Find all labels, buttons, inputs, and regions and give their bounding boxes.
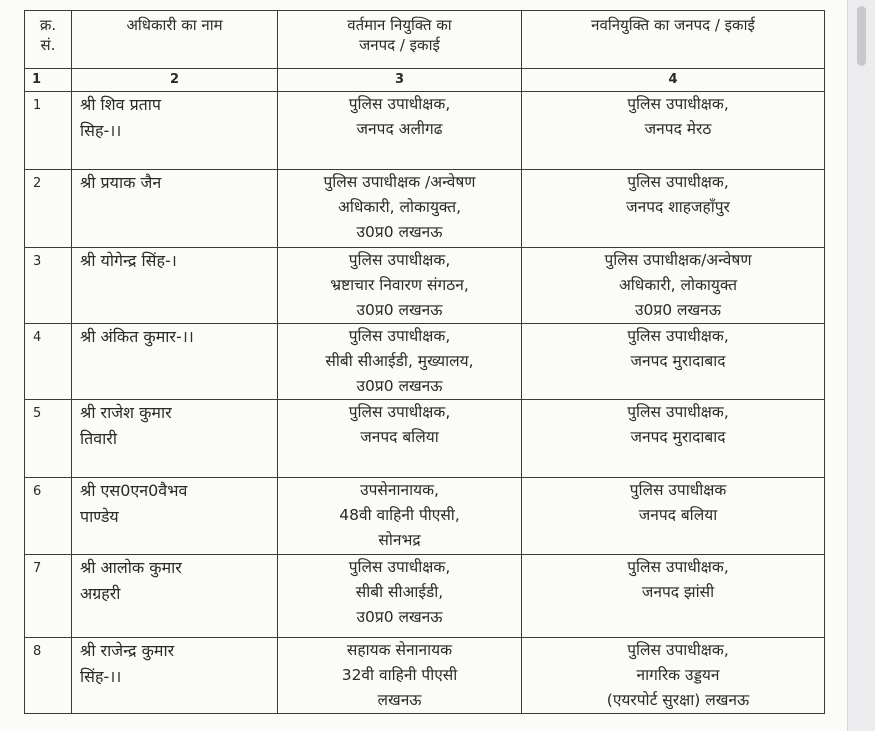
current-posting-line: उ0प्र0 लखनऊ xyxy=(356,223,443,241)
current-posting-cell xyxy=(278,638,522,714)
officer-name-line: श्री अंकित कुमार-।। xyxy=(80,327,194,346)
scrollbar-thumb[interactable] xyxy=(857,6,866,66)
serial-number: 3 xyxy=(25,248,72,324)
serial-number: 7 xyxy=(25,555,72,638)
officer-name-line: श्री प्रयाक जैन xyxy=(80,173,162,192)
new-posting-line: पुलिस उपाधीक्षक, xyxy=(627,641,729,659)
serial-number: 6 xyxy=(25,478,72,555)
new-posting-line: जनपद झांसी xyxy=(641,583,715,601)
table-row xyxy=(25,638,825,714)
new-posting-line: जनपद मुरादाबाद xyxy=(630,352,726,370)
table-row xyxy=(25,248,825,324)
new-posting-cell xyxy=(522,324,825,400)
officer-name-cell xyxy=(72,170,278,248)
header-new-posting: नवनियुक्ति का जनपद / इकाई xyxy=(522,11,825,69)
new-posting-line: पुलिस उपाधीक्षक, xyxy=(627,95,729,113)
officer-name-line: श्री एस0एन0वैभव xyxy=(80,481,188,500)
column-number: 1 xyxy=(25,69,72,92)
current-posting-line: उ0प्र0 लखनऊ xyxy=(356,301,443,319)
new-posting-line: पुलिस उपाधीक्षक xyxy=(629,481,727,499)
header-serial-number: क्र. सं. xyxy=(25,11,72,69)
serial-number: 5 xyxy=(25,400,72,478)
officer-name-line: श्री राजेश कुमार xyxy=(80,403,172,422)
officer-name-line: तिवारी xyxy=(80,429,117,448)
new-posting-line: पुलिस उपाधीक्षक, xyxy=(627,327,729,345)
current-posting-line: भ्रष्टाचार निवारण संगठन, xyxy=(330,276,469,294)
current-posting-line: जनपद अलीगढ xyxy=(356,120,443,138)
officer-name-cell xyxy=(72,555,278,638)
new-posting-cell xyxy=(522,400,825,478)
new-posting-line: जनपद मेरठ xyxy=(644,120,712,138)
table-row xyxy=(25,555,825,638)
serial-number: 8 xyxy=(25,638,72,714)
current-posting-line: पुलिस उपाधीक्षक, xyxy=(348,403,451,421)
new-posting-line: अधिकारी, लोकायुक्त xyxy=(618,276,738,294)
officer-name-cell xyxy=(72,638,278,714)
new-posting-line: पुलिस उपाधीक्षक, xyxy=(627,558,729,576)
officer-name-line: श्री आलोक कुमार xyxy=(80,558,182,577)
current-posting-line: सहायक सेनानायक xyxy=(346,641,453,659)
officer-name-line: सिंह-।। xyxy=(80,667,122,686)
officer-name-line: श्री शिव प्रताप xyxy=(80,95,162,114)
officer-name-line: पाण्डेय xyxy=(80,507,119,526)
new-posting-line: जनपद शाहजहाँपुर xyxy=(626,198,730,216)
current-posting-cell xyxy=(278,400,522,478)
table-row xyxy=(25,170,825,248)
new-posting-line: पुलिस उपाधीक्षक, xyxy=(627,403,729,421)
table-row xyxy=(25,478,825,555)
column-number: 3 xyxy=(278,69,522,92)
new-posting-line: नागरिक उड्डयन xyxy=(636,666,720,684)
new-posting-line: पुलिस उपाधीक्षक/अन्वेषण xyxy=(604,251,752,269)
table-row xyxy=(25,324,825,400)
table-row xyxy=(25,400,825,478)
current-posting-line: 32वी वाहिनी पीएसी xyxy=(341,666,458,684)
new-posting-cell xyxy=(522,92,825,170)
new-posting-cell xyxy=(522,478,825,555)
current-posting-line: उ0प्र0 लखनऊ xyxy=(356,608,443,626)
vertical-scrollbar[interactable] xyxy=(847,0,875,731)
current-posting-line: जनपद बलिया xyxy=(360,428,439,446)
officer-name-line: श्री योगेन्द्र सिंह-। xyxy=(80,251,177,270)
new-posting-line: उ0प्र0 लखनऊ xyxy=(635,301,721,319)
new-posting-line: जनपद मुरादाबाद xyxy=(630,428,726,446)
column-number: 4 xyxy=(522,69,825,92)
current-posting-line: पुलिस उपाधीक्षक, xyxy=(348,95,451,113)
current-posting-cell xyxy=(278,324,522,400)
current-posting-line: लखनऊ xyxy=(377,691,422,709)
officer-name-cell xyxy=(72,400,278,478)
new-posting-line: पुलिस उपाधीक्षक, xyxy=(627,173,729,191)
column-number-row xyxy=(25,69,825,92)
current-posting-line: पुलिस उपाधीक्षक, xyxy=(348,251,451,269)
current-posting-line: उपसेनानायक, xyxy=(360,481,439,499)
new-posting-cell xyxy=(522,248,825,324)
serial-number: 4 xyxy=(25,324,72,400)
current-posting-line: सोनभद्र xyxy=(378,531,421,549)
transfer-table xyxy=(24,10,825,714)
officer-name-cell xyxy=(72,248,278,324)
column-number: 2 xyxy=(72,69,278,92)
current-posting-cell xyxy=(278,555,522,638)
officer-name-cell xyxy=(72,478,278,555)
officer-name-line: सिह-।। xyxy=(80,121,122,140)
header-officer-name: अधिकारी का नाम xyxy=(72,11,278,69)
serial-number: 1 xyxy=(25,92,72,170)
current-posting-cell xyxy=(278,478,522,555)
new-posting-cell xyxy=(522,638,825,714)
current-posting-line: पुलिस उपाधीक्षक, xyxy=(348,327,451,345)
current-posting-line: अधिकारी, लोकायुक्त, xyxy=(337,198,462,216)
officer-name-cell xyxy=(72,92,278,170)
header-row xyxy=(25,11,825,69)
header-current-posting: वर्तमान नियुक्ति का जनपद / इकाई xyxy=(278,11,522,69)
serial-number: 2 xyxy=(25,170,72,248)
current-posting-line: सीबी सीआईडी, xyxy=(355,583,444,601)
current-posting-line: पुलिस उपाधीक्षक /अन्वेषण xyxy=(323,173,476,191)
current-posting-line: उ0प्र0 लखनऊ xyxy=(356,377,443,395)
officer-name-cell xyxy=(72,324,278,400)
officer-name-line: श्री राजेन्द्र कुमार xyxy=(80,641,175,660)
new-posting-line: (एयरपोर्ट सुरक्षा) लखनऊ xyxy=(606,691,750,709)
current-posting-cell xyxy=(278,248,522,324)
new-posting-cell xyxy=(522,555,825,638)
current-posting-line: पुलिस उपाधीक्षक, xyxy=(348,558,451,576)
current-posting-line: 48वी वाहिनी पीएसी, xyxy=(339,506,460,524)
current-posting-cell xyxy=(278,92,522,170)
current-posting-line: सीबी सीआईडी, मुख्यालय, xyxy=(325,352,474,370)
new-posting-cell xyxy=(522,170,825,248)
new-posting-line: जनपद बलिया xyxy=(638,506,718,524)
table-row xyxy=(25,92,825,170)
officer-name-line: अग्रहरी xyxy=(80,584,121,603)
current-posting-cell xyxy=(278,170,522,248)
